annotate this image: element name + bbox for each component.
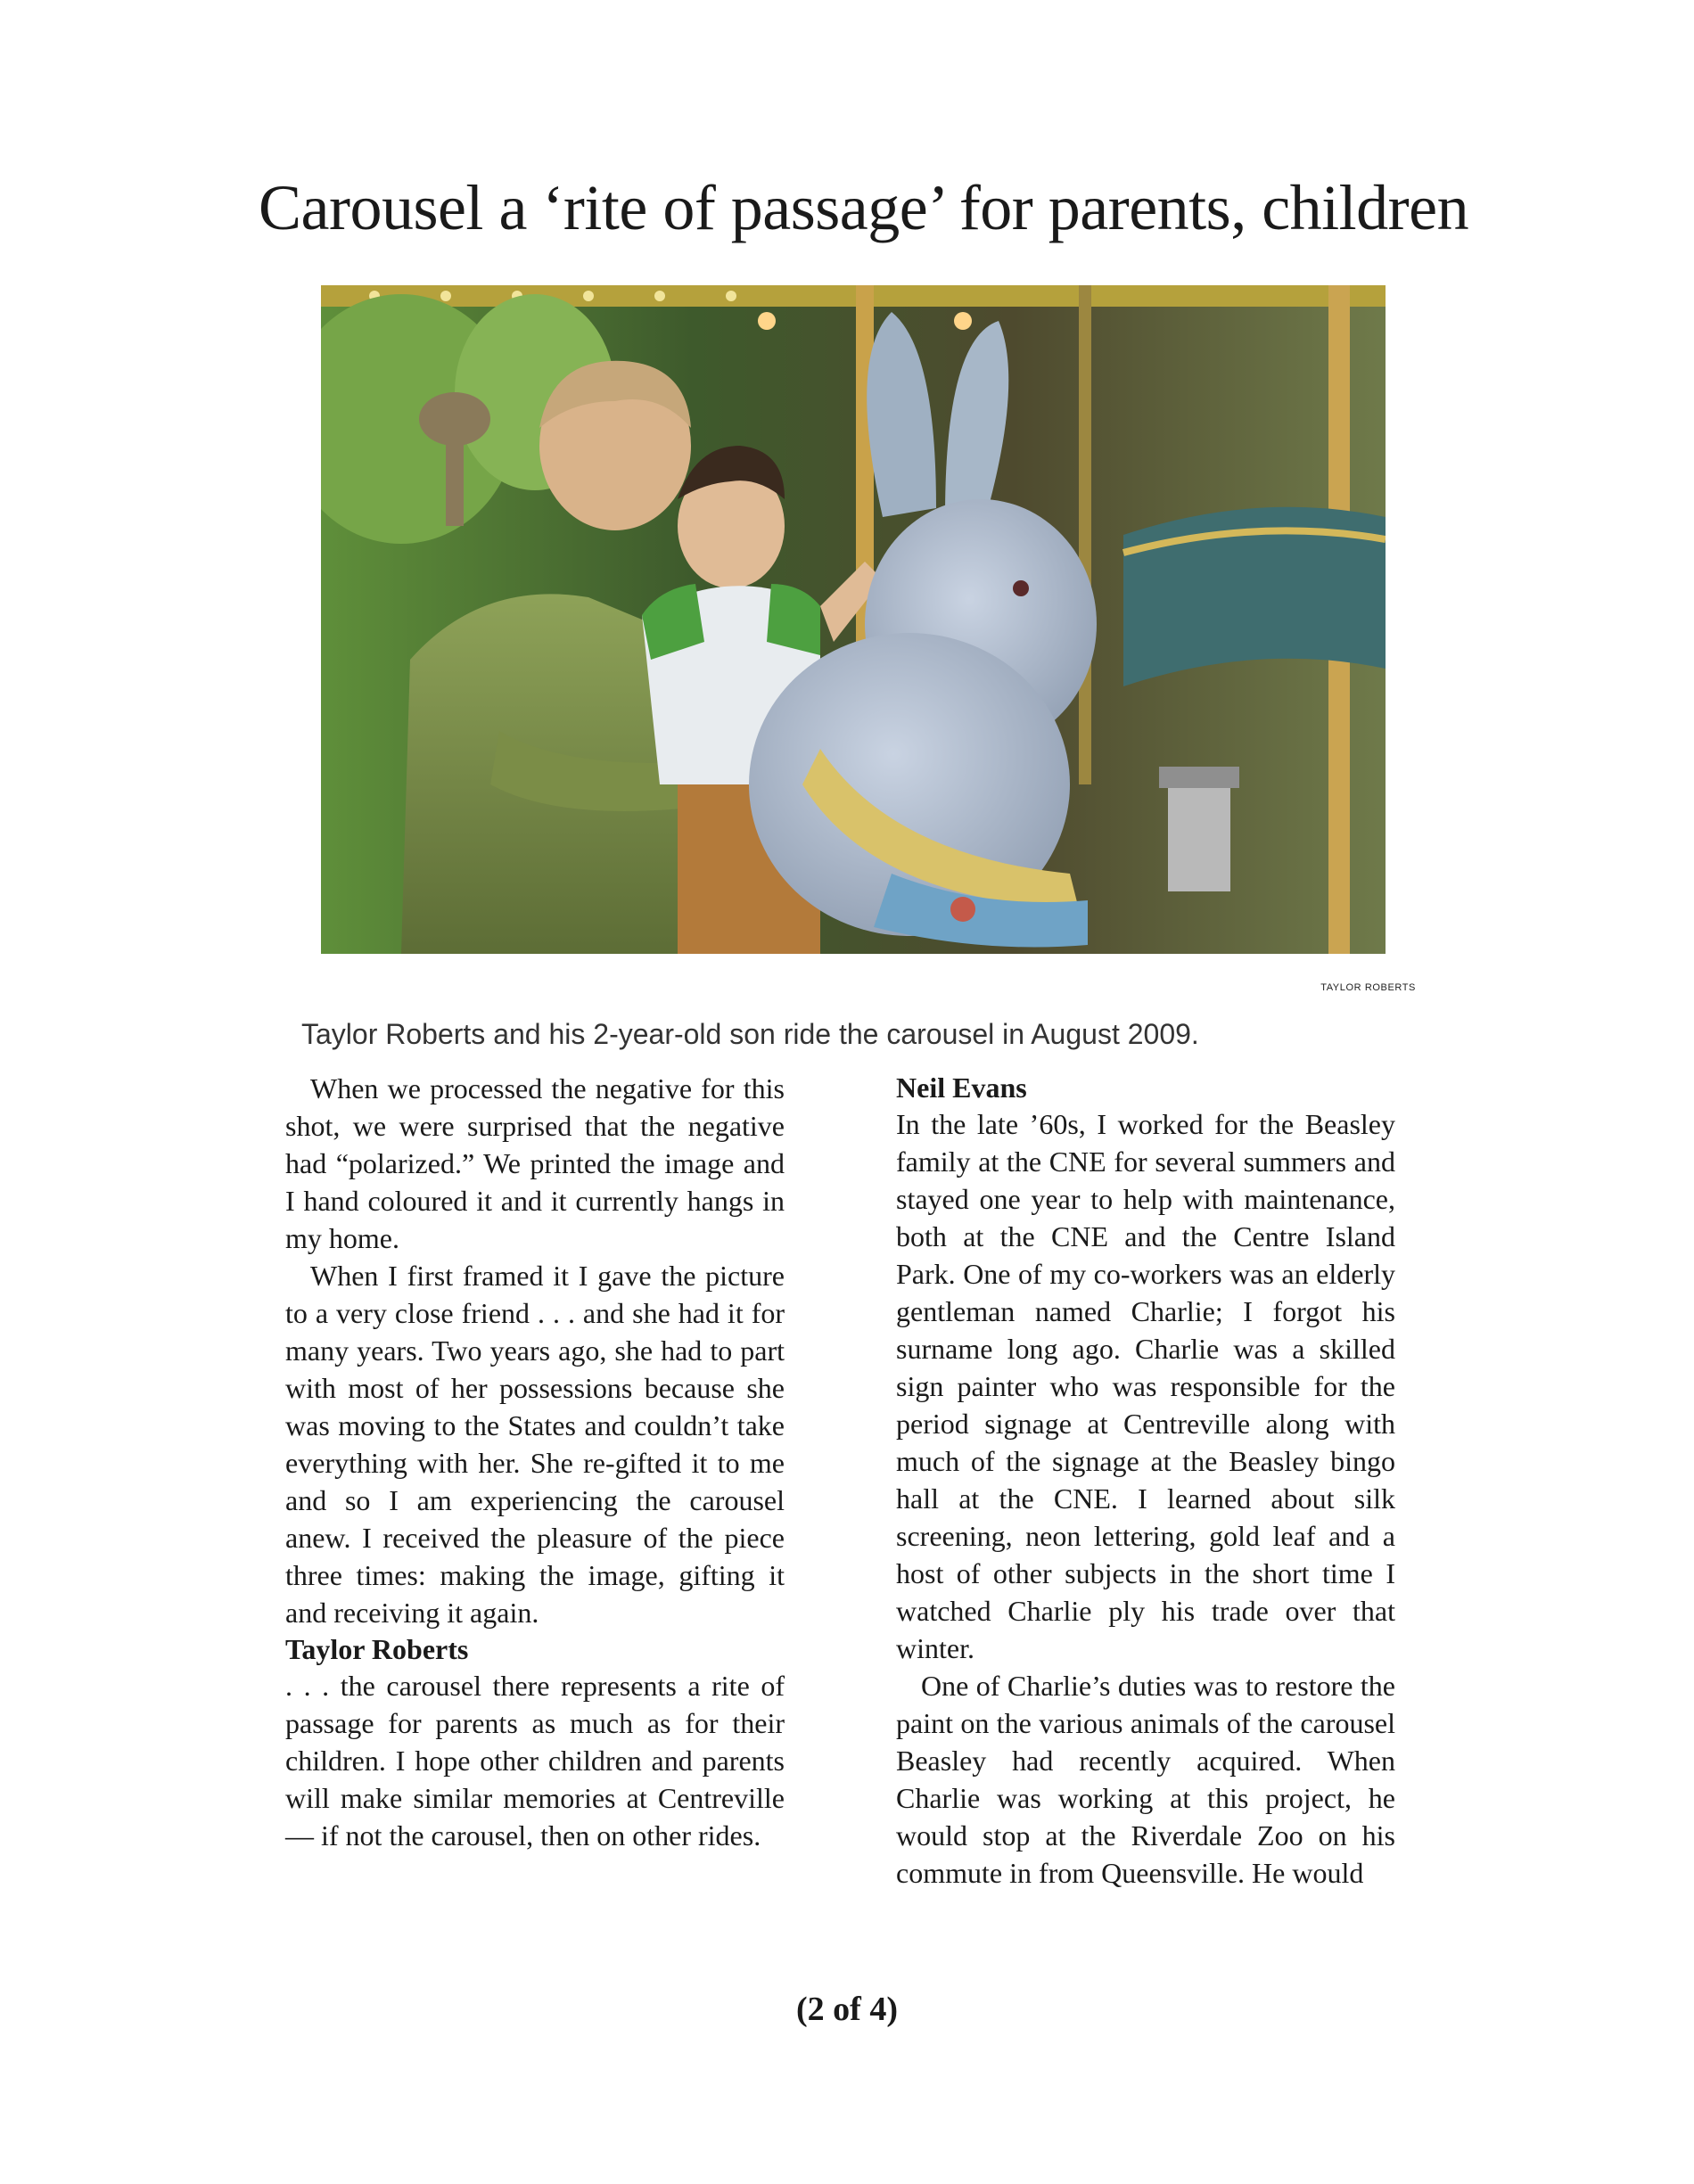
carousel-photo	[321, 285, 1386, 954]
left-column	[285, 1070, 785, 1854]
right-paragraph-1: In the late ’60s, I worked for the Beasley family at the CNE for several summers and stayed one year to help with maintenance, both at the CNE and the Centre Island Park. One of my co-workers was an elderly gentleman named Charlie; I forgot his surname long ago. Charlie was a skilled sign painter who was responsible for the period signage at Centreville along with much of the signage at the Beasley bingo hall at the CNE. I learned about silk screening, neon lettering, gold leaf and a host of other subjects in the short time I watched Charlie ply his trade over that winter.	[896, 1108, 1395, 1664]
byline-neil-evans: Neil Evans	[896, 1071, 1027, 1104]
left-paragraph-2: When I first framed it I gave the picture to a very close friend . . . and she had it for many years. Two years ago, she had to part with most of her possessions because she was moving to the States and couldn’t take everything with her. She re-gifted it to me and so I am experiencing the carousel anew. I received the pleasure of the piece three times: making the image, gifting it and receiving it again.	[285, 1260, 785, 1629]
left-paragraph-3: . . . the carousel there represents a rite of passage for parents as much as for their children. I hope other children and parents will make similar memories at Centreville — if not the carousel, then on other rides.	[285, 1670, 785, 1851]
left-paragraph-1: When we processed the negative for this shot, we were surprised that the negative had “polarized.” We printed the image and I hand coloured it and it currently hangs in my home.	[285, 1072, 785, 1254]
headline: Carousel a ‘rite of passage’ for parents, children	[259, 172, 1469, 243]
right-paragraph-2: One of Charlie’s duties was to restore the paint on the various animals of the carousel Beasley had recently acquired. When Charlie was working at this project, he would stop at the Riverdale Zoo on his commute in from Queensville. He would	[896, 1670, 1395, 1889]
photo-credit: TAYLOR ROBERTS	[1320, 982, 1416, 993]
photo-caption: Taylor Roberts and his 2-year-old son ride the carousel in August 2009.	[301, 1018, 1199, 1050]
right-column	[896, 1070, 1395, 1892]
page-number: (2 of 4)	[796, 1991, 898, 2028]
byline-taylor-roberts: Taylor Roberts	[285, 1633, 469, 1665]
